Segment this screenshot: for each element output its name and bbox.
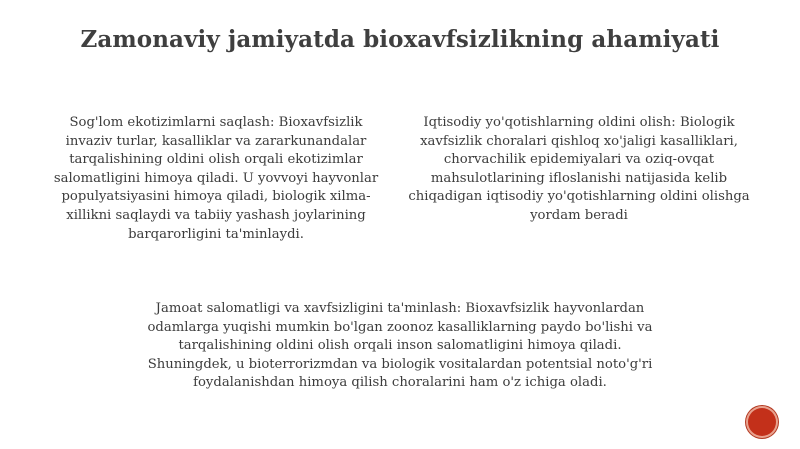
text-block-economic-losses: Iqtisodiy yo'qotishlarning oldini olish: Biologik xavfsizlik choralari qishloq xo'jaligi kasalliklari, chorvachilik epidemiyalari va oziq-ovqat mahsulotlarining ifloslanishi natijasida kelib chiqadigan iqtisodiy yo'qotishlarning oldini olishga yordam beradi — [408, 115, 750, 223]
scroll-top-button[interactable] — [748, 408, 776, 436]
text-block-public-health: Jamoat salomatligi va xavfsizligini ta'minlash: Bioxavfsizlik hayvonlardan odamlarga yuqishi mumkin bo'lgan zoonoz kasalliklarning paydo bo'lishi va tarqalishining oldini olish orqali inson salomatligini himoya qiladi. Shuningdek, u bioterrorizmdan va biologik vositalardan potentsial noto'g'ri foydalanishdan himoya qilish choralarini ham o'z ichiga oladi. — [147, 301, 653, 391]
arrow-up-icon — [755, 415, 769, 429]
text-block-ecosystems: Sog'lom ekotizimlarni saqlash: Bioxavfsizlik invaziv turlar, kasalliklar va zararkunandalar tarqalishining oldini olish orqali ekotizimlar salomatligini himoya qiladi. U yovvoyi hayvonlar populyatsiyasini himoya qiladi, biologik xilma-xillikni saqlaydi va tabiiy yashash joylarining barqarorligini ta'minlaydi. — [53, 115, 379, 242]
slide-title: Zamonaviy jamiyatda bioxavfsizlikning ahamiyati — [80, 26, 720, 53]
